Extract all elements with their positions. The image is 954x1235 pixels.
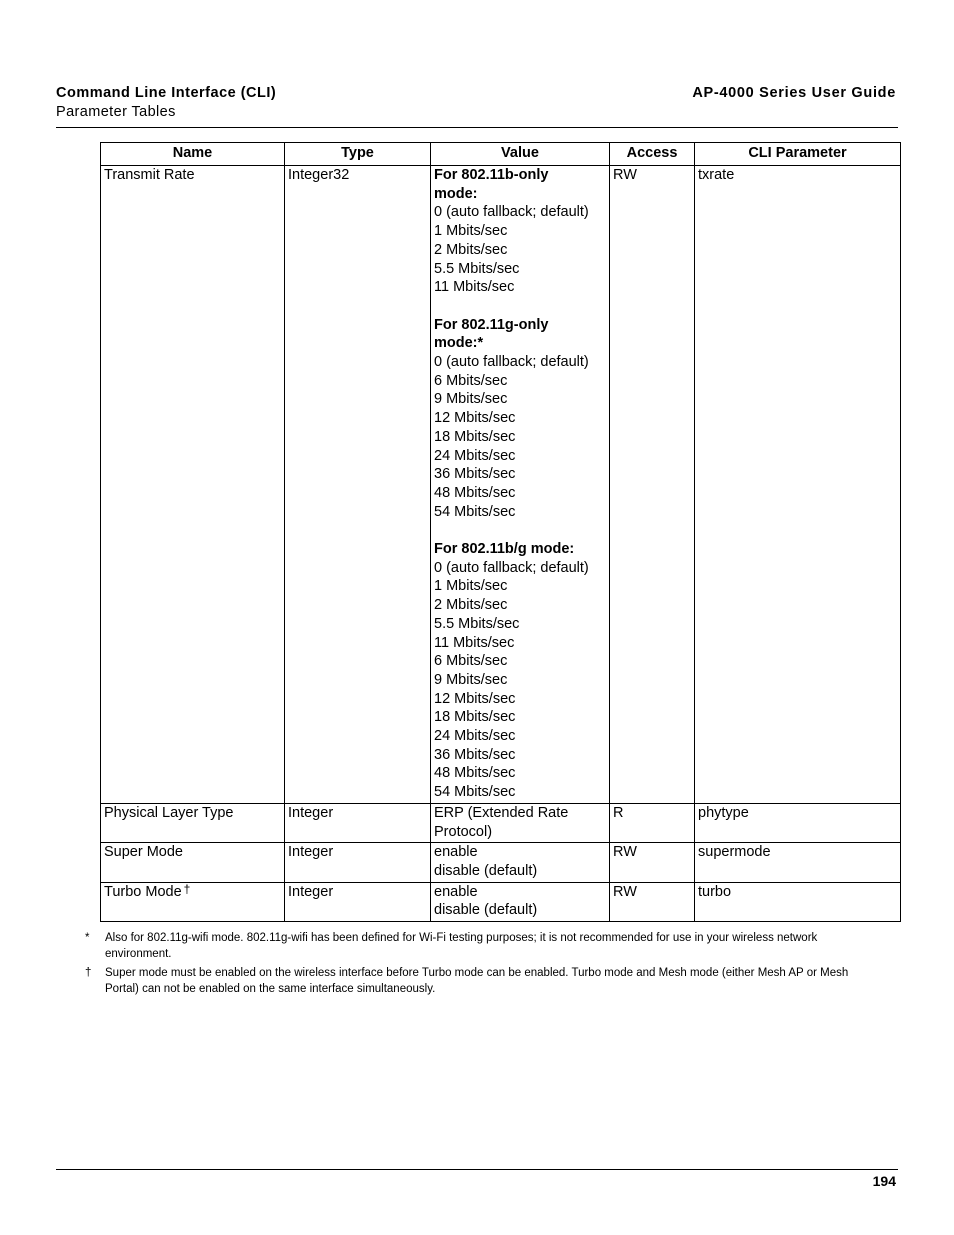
value-line: 1 Mbits/sec <box>434 578 508 595</box>
value-line: 5.5 Mbits/sec <box>434 260 520 277</box>
value-line: 48 Mbits/sec <box>434 484 516 501</box>
value-line: 36 Mbits/sec <box>434 466 516 483</box>
footer-divider <box>56 1169 898 1170</box>
cell-cli-parameter: supermode <box>695 843 901 882</box>
value-line: enable <box>434 844 478 861</box>
value-line: 1 Mbits/sec <box>434 223 508 240</box>
cell-type: Integer32 <box>285 166 431 804</box>
column-header-cli-parameter: CLI Parameter <box>695 143 901 166</box>
table-row-turbo-mode <box>101 882 901 921</box>
value-heading-g-only: For 802.11g-only <box>434 316 549 333</box>
cell-value <box>431 803 610 842</box>
value-line: 0 (auto fallback; default) <box>434 204 589 221</box>
value-line: 11 Mbits/sec <box>434 634 515 651</box>
cell-name <box>101 882 285 921</box>
value-line: 9 Mbits/sec <box>434 391 508 408</box>
table-row-physical-layer-type <box>101 803 901 842</box>
table-row-super-mode <box>101 843 901 882</box>
value-line: 11 Mbits/sec <box>434 279 515 296</box>
column-header-type: Type <box>285 143 431 166</box>
value-line: Protocol) <box>434 823 493 840</box>
cell-name: Transmit Rate <box>101 166 285 804</box>
value-line: 6 Mbits/sec <box>434 653 508 670</box>
value-line: 36 Mbits/sec <box>434 746 516 763</box>
cell-name-text: Turbo Mode <box>104 883 182 900</box>
footnote-mark: † <box>85 967 92 979</box>
cell-type: Integer <box>285 882 431 921</box>
value-line: disable (default) <box>434 902 538 919</box>
footnote-text: Also for 802.11g-wifi mode. 802.11g-wifi has been defined for Wi-Fi testing purposes; it is not recommended for use in your wireless network environment. <box>105 932 818 960</box>
value-line: 12 Mbits/sec <box>434 410 516 427</box>
value-line: 0 (auto fallback; default) <box>434 354 589 371</box>
table-row-transmit-rate <box>101 166 901 804</box>
value-heading-g-only-cont: mode:* <box>434 335 484 352</box>
column-header-access: Access <box>610 143 695 166</box>
cell-value <box>431 882 610 921</box>
value-line: 24 Mbits/sec <box>434 447 516 464</box>
value-line: 2 Mbits/sec <box>434 241 508 258</box>
value-line: disable (default) <box>434 862 538 879</box>
value-line: 0 (auto fallback; default) <box>434 559 589 576</box>
value-line: 54 Mbits/sec <box>434 503 516 520</box>
value-line: 12 Mbits/sec <box>434 690 516 707</box>
footnote-asterisk <box>83 930 883 962</box>
cell-type: Integer <box>285 803 431 842</box>
header-divider <box>56 127 898 128</box>
footnote-mark: * <box>85 932 90 944</box>
cell-type: Integer <box>285 843 431 882</box>
value-line: 2 Mbits/sec <box>434 597 508 614</box>
cell-cli-parameter: txrate <box>695 166 901 804</box>
cell-cli-parameter: turbo <box>695 882 901 921</box>
value-spacer <box>434 297 606 316</box>
value-line: 5.5 Mbits/sec <box>434 615 520 632</box>
cell-access: RW <box>610 166 695 804</box>
cell-value <box>431 166 610 804</box>
value-line: 24 Mbits/sec <box>434 728 516 745</box>
value-line: 18 Mbits/sec <box>434 709 516 726</box>
value-line: 48 Mbits/sec <box>434 765 516 782</box>
table-header-row <box>101 143 901 166</box>
value-line: ERP (Extended Rate <box>434 804 569 821</box>
page-number: 194 <box>872 1173 896 1189</box>
section-title: Command Line Interface (CLI) <box>56 85 277 101</box>
cell-name: Physical Layer Type <box>101 803 285 842</box>
cell-name: Super Mode <box>101 843 285 882</box>
footnote-text: Super mode must be enabled on the wireless interface before Turbo mode can be enabled. Turbo mode and Mesh mode (either Mesh AP or Mesh Portal) can not be enabled on the same interface simultaneously. <box>105 967 849 995</box>
column-header-value: Value <box>431 143 610 166</box>
guide-title: AP-4000 Series User Guide <box>692 85 896 101</box>
cell-access: R <box>610 803 695 842</box>
parameter-table <box>100 142 901 922</box>
footnote-reference-dagger: † <box>183 881 191 896</box>
value-heading-b-only-cont: mode: <box>434 185 478 202</box>
value-line: 9 Mbits/sec <box>434 671 508 688</box>
subsection-title: Parameter Tables <box>56 104 176 120</box>
value-heading-b-only: For 802.11b-only <box>434 167 549 183</box>
footnotes <box>83 930 883 1000</box>
cell-value <box>431 843 610 882</box>
value-line: 18 Mbits/sec <box>434 428 516 445</box>
cell-access: RW <box>610 843 695 882</box>
value-spacer <box>434 521 606 540</box>
value-heading-bg: For 802.11b/g mode: <box>434 541 575 558</box>
value-line: 54 Mbits/sec <box>434 784 516 801</box>
value-line: enable <box>434 883 478 900</box>
column-header-name: Name <box>101 143 285 166</box>
cell-cli-parameter: phytype <box>695 803 901 842</box>
value-line: 6 Mbits/sec <box>434 372 508 389</box>
footnote-dagger <box>83 965 883 997</box>
cell-access: RW <box>610 882 695 921</box>
